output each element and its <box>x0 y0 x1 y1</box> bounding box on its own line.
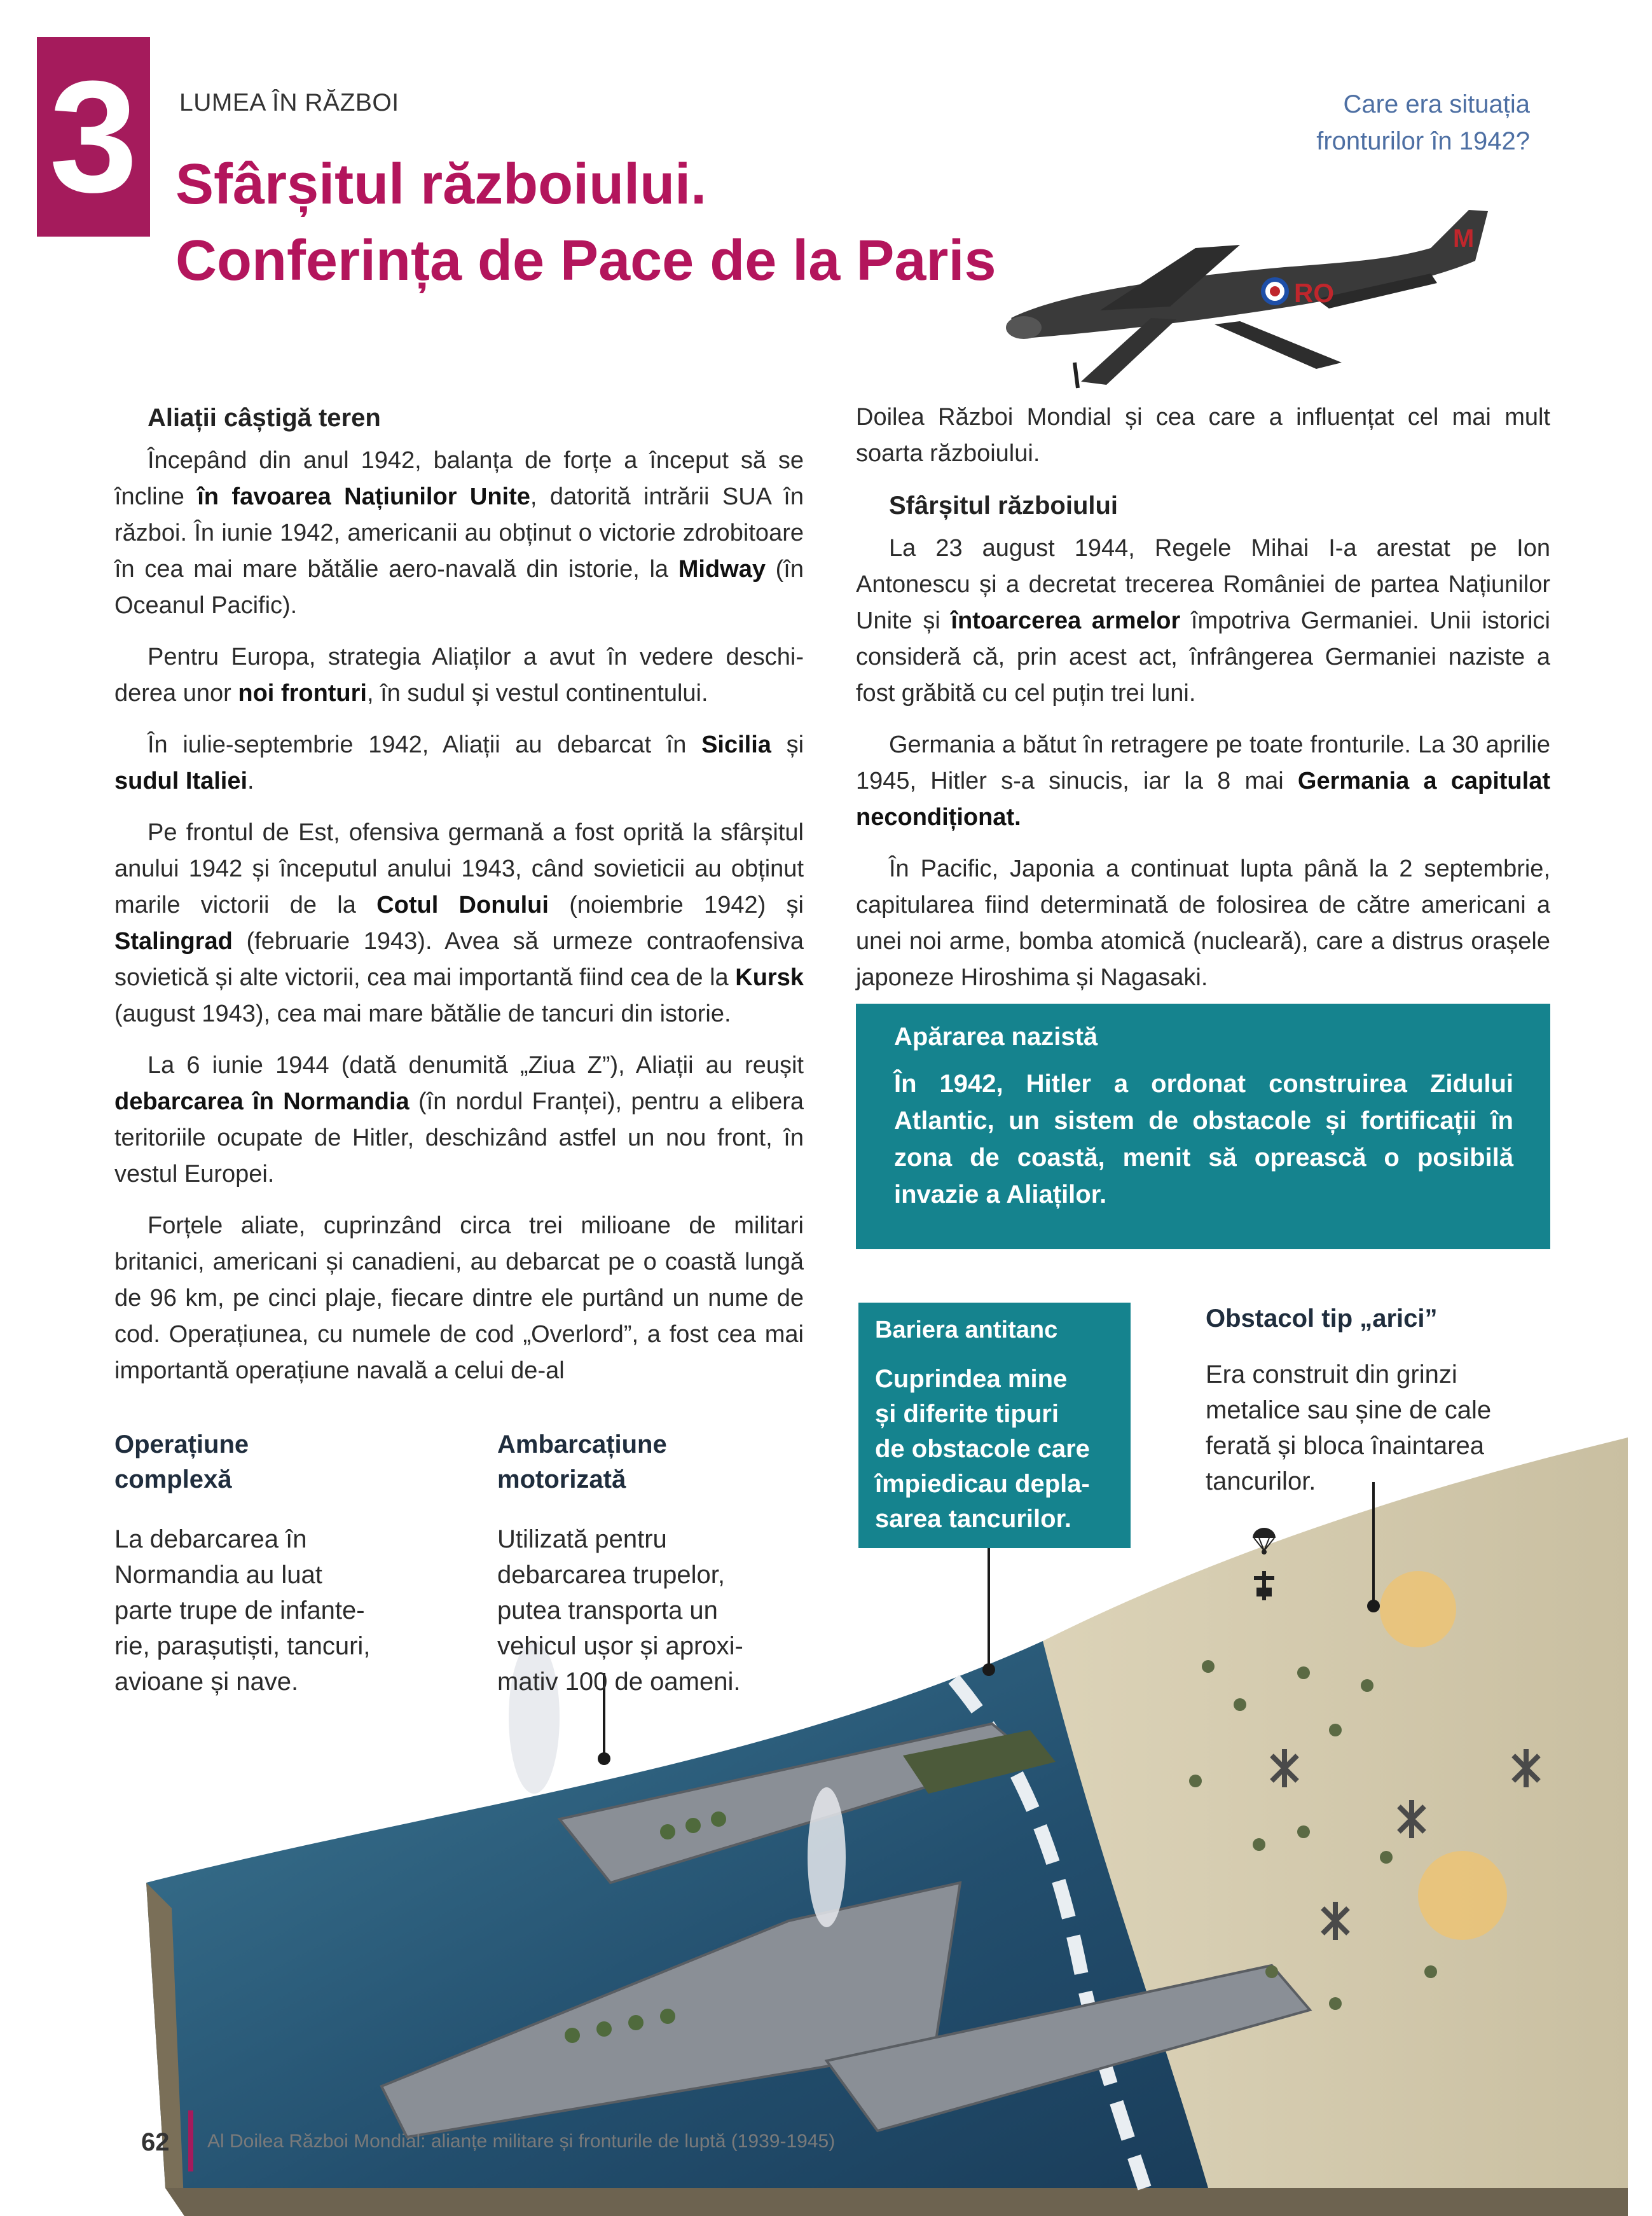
title-line-1: Sfârșitul războiului. <box>176 153 707 216</box>
info-box-text: În 1942, Hitler a ordonat construirea Zidului Atlantic, un sistem de obstacole și fortificații în zona de coastă, menit să oprească o posibilă invazie a Aliaților. <box>894 1070 1513 1208</box>
right-column <box>856 399 1550 1011</box>
svg-text:RO: RO <box>1294 278 1334 308</box>
question-line-1: Care era situația <box>1343 90 1530 118</box>
paragraph-4: Pe frontul de Est, ofensiva germană a fost oprită la sfârșitul anului 1942 și începutul anului 1943, când sovieticii au obținut marile victorii de la Cotul Donului (noiembrie 1942) și Stalingrad (februarie 1943). Avea să urmeze contraofensiva sovietică și alte victorii, cea mai importantă fiind cea de la Kursk (august 1943), cea mai mare bătălie de tancuri din istorie. <box>114 819 804 1027</box>
footer-chapter-title: Al Doilea Război Mondial: alianțe militare și fronturile de luptă (1939-1945) <box>207 2131 836 2152</box>
question-line-2: fronturilor în 1942? <box>1316 127 1530 155</box>
bomber-plane-icon <box>986 172 1507 401</box>
footer-divider <box>188 2110 193 2171</box>
chapter-number-box <box>37 37 150 237</box>
paragraph-2: Pentru Europa, strategia Aliaților a avut în vedere deschiderea unor noi fronturi, în sudul și vestul continentului. <box>114 644 804 707</box>
paragraph-r2: Germania a bătut în retragere pe toate fronturile. La 30 aprilie 1945, Hitler s-a sinucis, iar la 8 mai Germania a capitulat necondiționat. <box>856 731 1550 831</box>
svg-text:M: M <box>1453 225 1475 253</box>
parachute-icon <box>1250 1527 1278 1556</box>
callout-title: Ambarcațiune motorizată <box>497 1430 667 1493</box>
page-number: 62 <box>141 2128 170 2156</box>
callout-title: Operațiune complexă <box>114 1430 249 1493</box>
guiding-question <box>1212 86 1530 160</box>
callout-text: Cuprindea mine și diferite tipuri de obstacole care împiedicau depla- sarea tancurilor. <box>875 1365 1090 1533</box>
info-box-apararea-nazista <box>856 1004 1550 1249</box>
info-box-title: Apărarea nazistă <box>894 1023 1098 1051</box>
paragraph-5: La 6 iunie 1944 (dată denumită „Ziua Z”), Aliații au reușit debarcarea în Normandia (în nordul Franței), pentru a elibera teritoriile ocupate de Hitler, deschizând astfel un nou front, în vestul Europei. <box>114 1052 804 1188</box>
callout-ambarcatiune-motorizata <box>497 1427 828 1700</box>
section-label: LUMEA ÎN RĂZBOI <box>179 89 399 116</box>
callout-title: Obstacol tip „arici” <box>1206 1305 1438 1333</box>
paragraph-r1: La 23 august 1944, Regele Mihai I-a arestat pe Ion Antonescu și a decretat trecerea României de partea Națiunilor Unite și întoarcerea armelor împotriva Germaniei. Unii istorici consideră că, prin acest act, înfrângerea Germaniei naziste a fost grăbită cu cel puțin trei luni. <box>856 535 1550 707</box>
heading-sfarsitul: Sfârșitul războiului <box>889 492 1119 520</box>
callout-text: La debarcarea în Normandia au luat parte trupe de infante- rie, parașutiști, tancuri, avioane și nave. <box>114 1525 371 1696</box>
callout-obstacol-arici <box>1206 1301 1562 1499</box>
heading-aliatii: Aliații câștigă teren <box>148 404 381 432</box>
page-title <box>176 146 996 299</box>
mine-icon <box>1250 1571 1278 1600</box>
paragraph-6: Forțele aliate, cuprinzând circa trei milioane de militari britanici, americani și canadieni, au debarcat pe o coastă lungă de 96 km, pe cinci plaje, fiecare dintre ele purtând un nume de cod. Operațiunea, cu numele de cod „Overlord”, a fost cea mai importantă operațiune navală a celui de-al <box>114 1212 804 1384</box>
paragraph-3: În iulie-septembrie 1942, Aliații au debarcat în Sicilia și sudul Italiei. <box>114 731 804 794</box>
paragraph-continued: Doilea Război Mondial și cea care a influențat cel mai mult soarta războiului. <box>856 404 1550 467</box>
callout-bariera-antitanc <box>858 1303 1131 1548</box>
callout-operatiune-complexa <box>114 1427 445 1700</box>
left-column <box>114 399 804 1404</box>
callout-text: Era construit din grinzi metalice sau șine de cale ferată și bloca înaintarea tancurilor. <box>1206 1361 1492 1495</box>
chapter-number: 3 <box>49 48 138 225</box>
title-line-2: Conferința de Pace de la Paris <box>176 229 996 293</box>
paragraph-1: Începând din anul 1942, balanța de forțe a început să se încline în favoarea Națiunilor Unite, datorită intrării SUA în război. În iunie 1942, americanii au obținut o victorie zdrobitoare în cea mai mare bătălie aero-navală din istorie, la Midway (în Oceanul Pacific). <box>114 447 804 619</box>
paragraph-r3: În Pacific, Japonia a continuat lupta până la 2 septembrie, capitularea fiind determinată de folosirea de către americani a unei noi arme, bomba atomică (nucleară), care a distrus orașele japoneze Hiroshima și Nagasaki. <box>856 855 1550 991</box>
callout-title: Bariera antitanc <box>875 1317 1058 1343</box>
callout-text: Utilizată pentru debarcarea trupelor, putea transporta un vehicul ușor și aproxi- mativ 100 de oameni. <box>497 1525 743 1696</box>
